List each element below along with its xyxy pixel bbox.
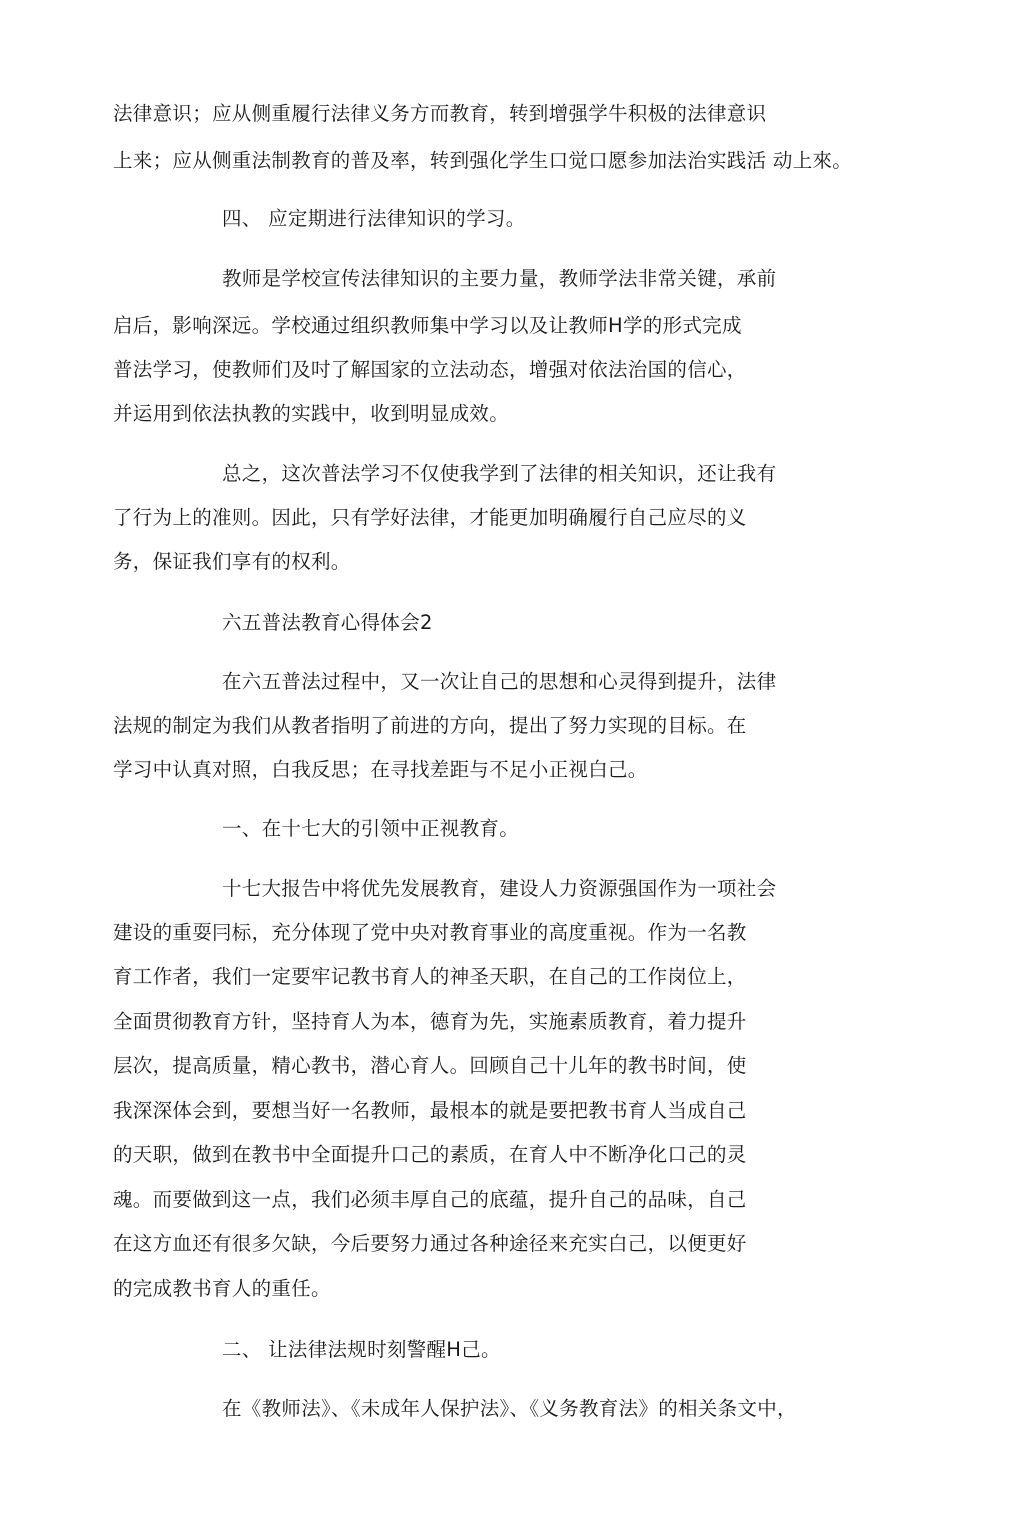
text-line: 的完成教书育人的重任。 bbox=[113, 1277, 331, 1300]
text-line: 全面贯彻教育方针，坚持育人为本，德育为先，实施素质教育，着力提升 bbox=[113, 1010, 747, 1033]
text-line: 务，保证我们享有的权利。 bbox=[113, 550, 351, 573]
text-line: 教师是学校宣传法律知识的主要力量，教师学法非常关键，承前 bbox=[222, 267, 777, 290]
text-line: 并运用到依法执教的实践中，收到明显成效。 bbox=[113, 402, 510, 425]
text-line: 法规的制定为我们从教者指明了前进的方向，提出了努力实现的目标。在 bbox=[113, 714, 747, 737]
text-line: 学习中认真对照，白我反思；在寻找差距与不足小正视白己。 bbox=[113, 758, 648, 781]
text-line: 普法学习，使教师们及吋了解国家的立法动态，增强对依法治国的信心， bbox=[113, 358, 747, 381]
text-line: 了行为上的准则。因此，只有学好法律，才能更加明确履行自己应尽的义 bbox=[113, 506, 747, 529]
text-line: 十七大报告中将优先发展教育，建设人力资源强国作为一项社会 bbox=[222, 877, 777, 900]
text-line: 总之，这次普法学习不仅使我学到了法律的相关知识，还让我有 bbox=[222, 462, 777, 485]
section-title: 六五普法教育心得体会2 bbox=[222, 611, 433, 634]
text-line: 层次，提高质量，精心教书，潜心育人。回顾自己十儿年的教书时间，使 bbox=[113, 1054, 747, 1077]
section-heading: 一、在十七大的引领中正视教育。 bbox=[222, 817, 520, 840]
text-line: 上来；应从侧重法制教育的普及率，转到强化学生口觉口愿参加法治实践活 动上來。 bbox=[113, 149, 853, 172]
section-heading: 二、 让法律法规时刻警醒H己。 bbox=[222, 1338, 501, 1361]
text-line: 育工作者，我们一定要牢记教书育人的神圣天职，在自己的工作岗位上， bbox=[113, 965, 747, 988]
text-line: 在这方血还有很多欠缺，今后要努力通过各种途径来充实白己，以便更好 bbox=[113, 1232, 747, 1255]
text-line: 在《教师法》、《未成年人保护法》、《义务教育法》的相关条文中， bbox=[222, 1397, 797, 1420]
text-line: 启后，影响深远。学校通过组织教师集中学习以及让教师H学的形式完成 bbox=[113, 314, 742, 337]
text-line: 魂。而要做到这一点，我们必须丰厚自己的底蕴，提升自己的品味，自己 bbox=[113, 1188, 747, 1211]
text-line: 我深深体会到，要想当好一名教师，最根本的就是要把教书育人当成自己 bbox=[113, 1099, 747, 1122]
text-line: 建设的重耍冃标，充分体现了党中央对教育事业的高度重视。作为一名教 bbox=[113, 921, 747, 944]
section-heading: 四、 应定期进行法律知识的学习。 bbox=[222, 207, 526, 230]
text-line: 法律意识；应从侧重履行法律义务方而教育，转到增强学牛积极的法律意识 bbox=[113, 102, 767, 125]
text-line: 的天职，做到在教书中全面提升口己的素质，在育人中不断净化口己的灵 bbox=[113, 1143, 747, 1166]
text-line: 在六五普法过程中，又一次让自己的思想和心灵得到提升，法律 bbox=[222, 670, 777, 693]
